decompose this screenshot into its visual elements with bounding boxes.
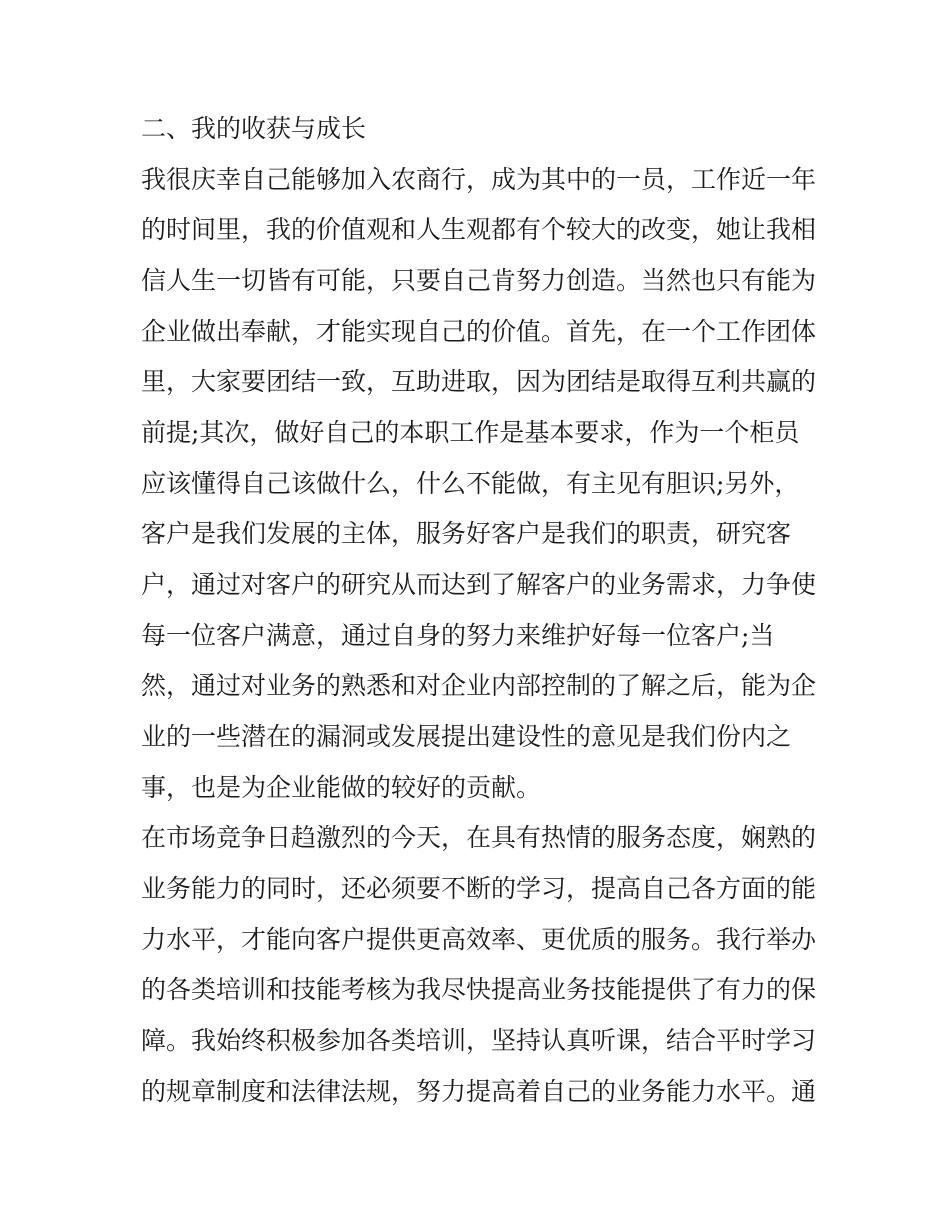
text-line: 信人生一切皆有可能，只要自己肯努力创造。当然也只有能为	[141, 266, 817, 295]
text-line: 在市场竞争日趋激烈的今天，在具有热情的服务态度，娴熟的	[141, 823, 817, 852]
text-line: 应该懂得自己该做什么，什么不能做，有主见有胆识;另外，	[141, 469, 800, 498]
text-line: 每一位客户满意，通过自身的努力来维护好每一位客户;当	[141, 621, 775, 650]
text-line: 我很庆幸自己能够加入农商行，成为其中的一员，工作近一年	[141, 165, 817, 194]
text-line: 前提;其次，做好自己的本职工作是基本要求，作为一个柜员	[141, 418, 800, 447]
text-line: 户，通过对客户的研究从而达到了解客户的业务需求，力争使	[141, 570, 817, 599]
text-line: 的时间里，我的价值观和人生观都有个较大的改变，她让我相	[141, 215, 817, 244]
text-line: 业务能力的同时，还必须要不断的学习，提高自己各方面的能	[141, 874, 817, 903]
text-line: 业的一些潜在的漏洞或发展提出建设性的意见是我们份内之	[141, 722, 792, 751]
text-line: 障。我始终积极参加各类培训，坚持认真听课，结合平时学习	[141, 1026, 817, 1055]
text-line: 的规章制度和法律法规，努力提高着自己的业务能力水平。通	[141, 1077, 817, 1106]
text-line: 客户是我们发展的主体，服务好客户是我们的职责，研究客	[141, 519, 792, 548]
section-heading: 二、我的收获与成长	[141, 114, 367, 143]
text-line: 事，也是为企业能做的较好的贡献。	[141, 773, 542, 802]
text-line: 企业做出奉献，才能实现自己的价值。首先，在一个工作团体	[141, 317, 817, 346]
text-line: 力水平，才能向客户提供更高效率、更优质的服务。我行举办	[141, 925, 817, 954]
text-line: 里，大家要团结一致，互助进取，因为团结是取得互利共赢的	[141, 367, 817, 396]
text-line: 的各类培训和技能考核为我尽快提高业务技能提供了有力的保	[141, 975, 817, 1004]
text-line: 然，通过对业务的熟悉和对企业内部控制的了解之后，能为企	[141, 671, 817, 700]
